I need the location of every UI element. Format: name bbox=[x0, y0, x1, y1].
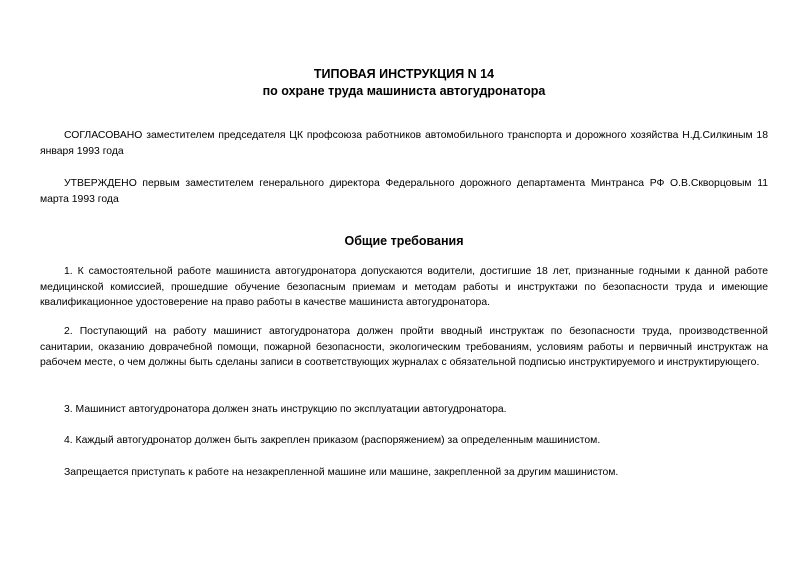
paragraph-5: Запрещается приступать к работе на незакрепленной машине или машине, закрепленной за другим машинистом. bbox=[64, 467, 619, 478]
title-line-2: по охране труда машиниста автогудронатора bbox=[262, 84, 546, 98]
title-line-1: ТИПОВАЯ ИНСТРУКЦИЯ N 14 bbox=[313, 67, 495, 81]
paragraph-2: 2. Поступающий на работу машинист автогудронатора должен пройти вводный инструктаж по безопасности труда, производственной санитарии, оказанию доврачебной помощи, пожарной безопасности, экологическим требованиям, условиям работы и первичный инструктаж на рабочем месте, о чем должны быть сделаны записи в соответствующих журналах с обязательной подписью инструктируемого и инструктирующего. bbox=[40, 326, 768, 368]
paragraph-1: 1. К самостоятельной работе машиниста автогудронатора допускаются водители, достигшие 18 лет, признанные годными к данной работе медицинской комиссией, прошедшие обучение безопасным приемам и методам работы и инструктажи по безопасности труда и имеющие квалификационное удостоверение на право работы в качестве машиниста автогудронатора. bbox=[40, 266, 768, 308]
paragraph-4: 4. Каждый автогудронатор должен быть закреплен приказом (распоряжением) за определенным машинистом. bbox=[64, 435, 601, 446]
section-heading: Общие требования bbox=[344, 234, 464, 248]
document-title bbox=[40, 66, 768, 100]
approval-union-paragraph: СОГЛАСОВАНО заместителем председателя ЦК профсоюза работников автомобильного транспорта и дорожного хозяйства Н.Д.Силкиным 18 января 1993 года bbox=[40, 130, 768, 157]
paragraph-3: 3. Машинист автогудронатора должен знать инструкцию по эксплуатации автогудронатора. bbox=[64, 404, 507, 415]
approval-ministry-paragraph: УТВЕРЖДЕНО первым заместителем генерального директора Федерального дорожного департамента Минтранса РФ О.В.Скворцовым 11 марта 1993 года bbox=[40, 178, 768, 205]
document-page bbox=[40, 0, 768, 571]
